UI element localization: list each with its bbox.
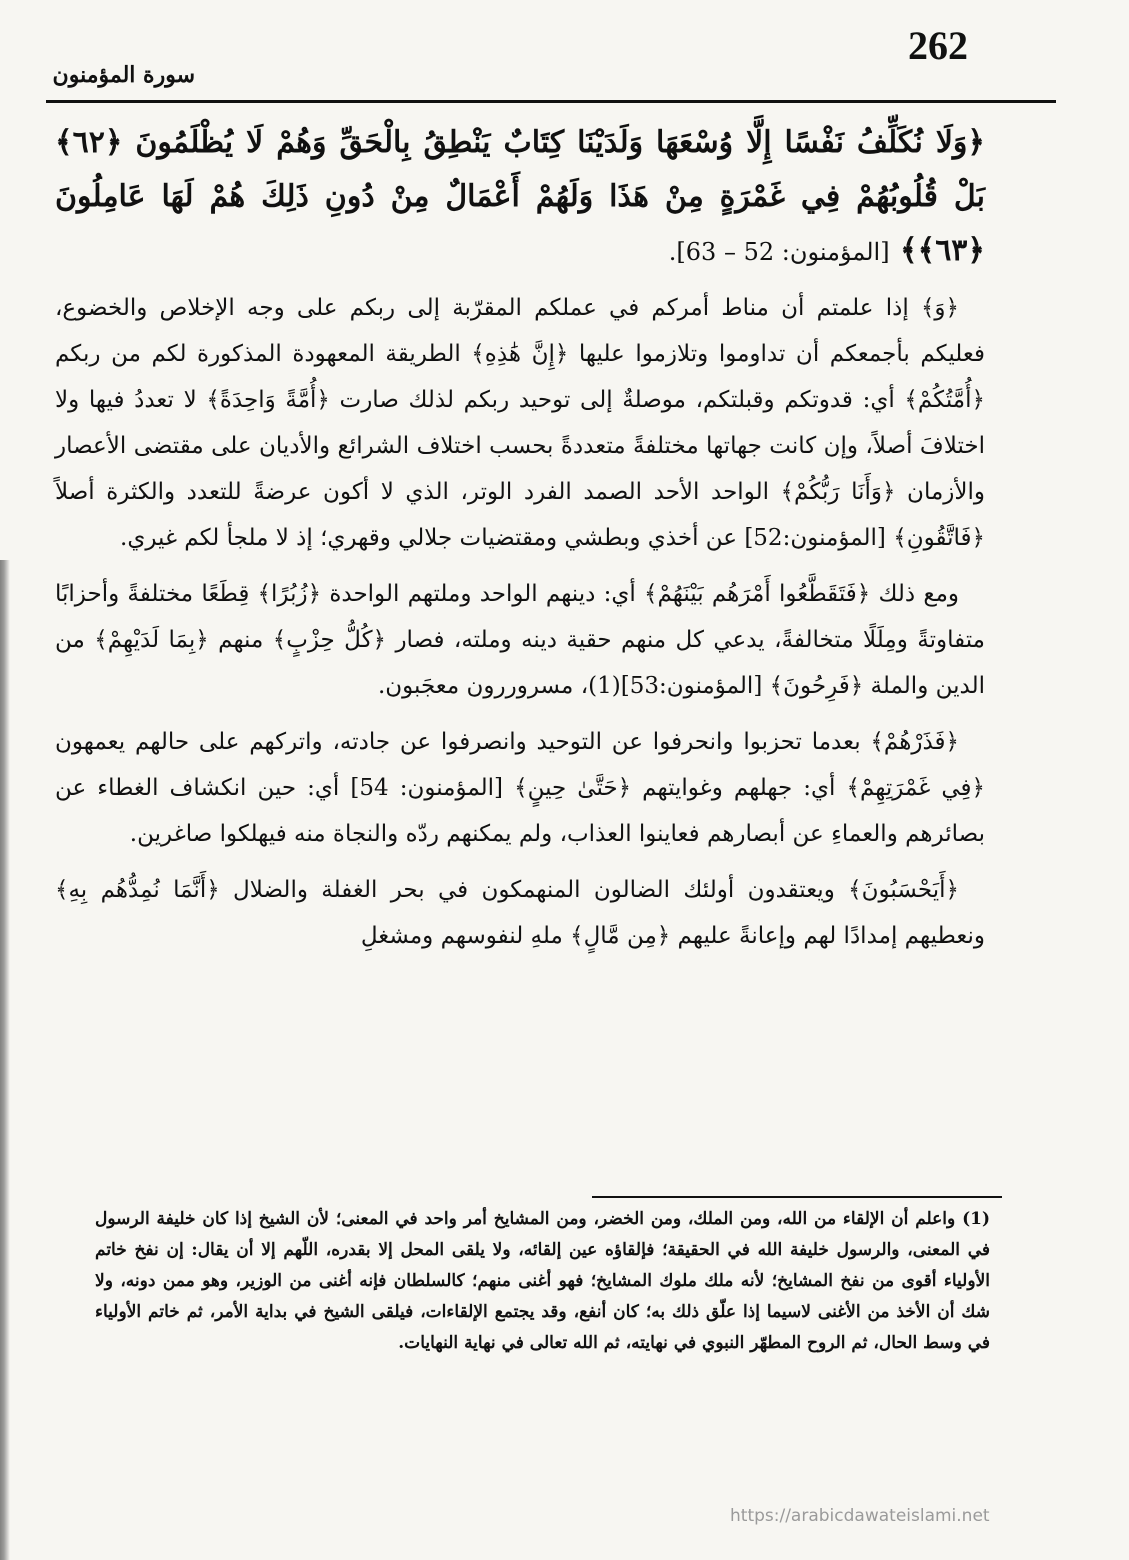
watermark-url: https://arabicdawateislami.net xyxy=(730,1506,990,1526)
quran-verse-block xyxy=(55,116,985,279)
paragraph: ﴿فَذَرْهُمْ﴾ بعدما تحزبوا وانحرفوا عن التوحيد وانصرفوا عن جادته، واتركهم على حالهم يعمهون ﴿فِي غَمْرَتِهِمْ﴾ أي: جهلهم وغوايتهم ﴿حَتَّىٰ حِينٍ﴾ [المؤمنون: 54] أي: حين انكشاف الغطاء عن بصائرهم والعماءِ عن أبصارهم فعاينوا العذاب، ولم يمكنهم ردّه والنجاة منه فيهلكوا صاغرين. xyxy=(55,729,985,847)
footnote xyxy=(95,1204,990,1359)
scan-shadow-edge xyxy=(0,560,10,1560)
footnote-rule xyxy=(592,1196,1002,1198)
header-rule xyxy=(46,100,1056,103)
running-header: سورة المؤمنون xyxy=(52,62,195,88)
paragraph: ﴿وَ﴾ إذا علمتم أن مناط أمركم في عملكم المقرّبة إلى ربكم على وجه الإخلاص والخضوع، فعليكم بأجمعكم أن تداوموا وتلازموا عليها ﴿إِنَّ هَٰذِهِ﴾ الطريقة المعهودة المذكورة لكم من ربكم ﴿أُمَّتُكُمْ﴾ أي: قدوتكم وقبلتكم، موصلةٌ إلى توحيد ربكم لذلك صارت ﴿أُمَّةً وَاحِدَةً﴾ لا تعددُ فيها ولا اختلافَ أصلاً، وإن كانت جهاتها مختلفةً متعددةً بحسب اختلاف الشرائع والأديان على مقتضى الأعصار والأزمان ﴿وَأَنَا رَبُّكُمْ﴾ الواحد الأحد الصمد الفرد الوتر، الذي لا أكون عرضةً للتعدد والكثرة أصلاً ﴿فَاتَّقُونِ﴾ [المؤمنون:52] عن أخذي وبطشي ومقتضيات جلالي وقهري؛ إذ لا ملجأ لكم غيري. xyxy=(55,295,985,551)
verse-text: ﴿وَلَا نُكَلِّفُ نَفْسًا إِلَّا وُسْعَهَا وَلَدَيْنَا كِتَابٌ يَنْطِقُ بِالْحَقِّ وَهُمْ لَا يُظْلَمُونَ ﴿٦٢﴾ بَلْ قُلُوبُهُمْ فِي غَمْرَةٍ مِنْ هَذَا وَلَهُمْ أَعْمَالٌ مِنْ دُونِ ذَلِكَ هُمْ لَهَا عَامِلُونَ ﴿٦٣﴾﴾ xyxy=(55,125,985,268)
paragraph: ومع ذلك ﴿فَتَقَطَّعُوا أَمْرَهُم بَيْنَهُمْ﴾ أي: دينهم الواحد وملتهم الواحدة ﴿زُبُرًا﴾ قِطَعًا مختلفةً وأحزابًا متفاوتةً ومِلَلًا متخالفةً، يدعي كل منهم حقية دينه وملته، فصار ﴿كُلُّ حِزْبٍ﴾ منهم ﴿بِمَا لَدَيْهِمْ﴾ من الدين والملة ﴿فَرِحُونَ﴾ [المؤمنون:53](1)، مسروررون معجَبون. xyxy=(55,581,985,699)
page-number: 262 xyxy=(908,23,968,68)
verse-reference: [المؤمنون: 52 – 63]. xyxy=(668,238,890,266)
footnote-marker: (1) xyxy=(962,1209,991,1229)
main-text xyxy=(55,110,985,969)
paragraph: ﴿أَيَحْسَبُونَ﴾ ويعتقدون أولئك الضالون المنهمكون في بحر الغفلة والضلال ﴿أَنَّمَا نُمِدُّهُم بِهِ﴾ ونعطيهم إمدادًا لهم وإعانةً عليهم ﴿مِن مَّالٍ﴾ ملهِ لنفوسهم ومشغلِ xyxy=(55,877,985,949)
footnote-text: واعلم أن الإلقاء من الله، ومن الملك، ومن الخضر، ومن المشايخ أمر واحد في المعنى؛ لأن الشيخ إذا كان خليفة الرسول في المعنى، والرسول خليفة الله في الحقيقة؛ فإلقاؤه عين إلقائه، ولا يلقى المحل إلا بقدره، اللّهم إلا أن يقال: إن نفخ خاتم الأولياء أقوى من نفخ المشايخ؛ لأنه ملك ملوك المشايخ؛ فهو أغنى منهم؛ كالسلطان فإنه أغنى من الوزير، وهو ممن دونه، ولا شك أن الأخذ من الأغنى لاسيما إذا علّق ذلك به؛ كان أنفع، وقد يجتمع الإلقاءات، فيلقى الشيخ في بداية الأمر، ثم خاتم الأولياء في وسط الحال، ثم الروح المطهّر النبوي في نهايته، ثم الله تعالى في نهاية النهايات. xyxy=(95,1209,990,1353)
